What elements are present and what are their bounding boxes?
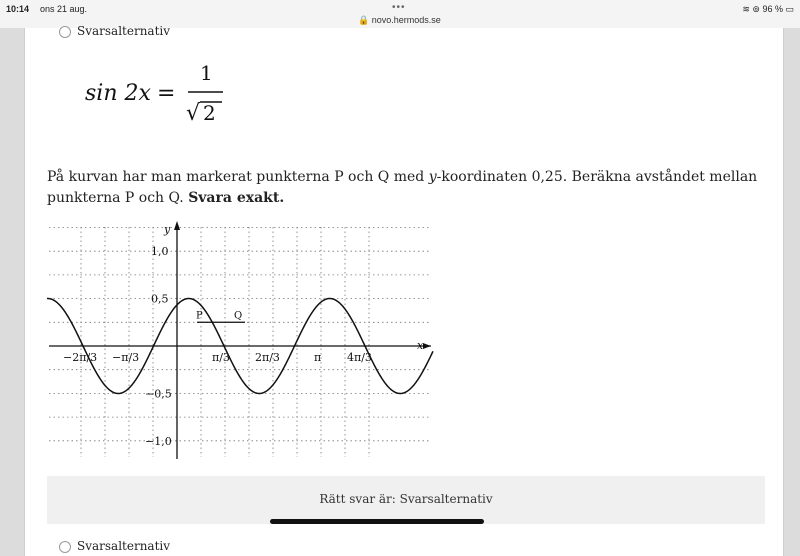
address-url-text: novo.hermods.se (371, 15, 441, 25)
wifi-icon: ≋ (742, 4, 750, 14)
x-tick-label: 4π/3 (347, 351, 372, 364)
battery-percent: 96 % (762, 4, 783, 14)
sine-graph (45, 217, 439, 464)
x-tick-label: π (314, 351, 322, 364)
question-part-1: På kurvan har man markerat punkterna P och Q med (47, 169, 429, 185)
option-label-bottom: Svarsalternativ (77, 539, 171, 553)
x-tick-label: −2π/3 (63, 351, 98, 364)
answer-feedback (47, 476, 765, 524)
x-axis-arrow (423, 343, 431, 349)
question-text (47, 167, 767, 209)
address-url[interactable] (358, 15, 441, 26)
y-tick-label: −1,0 (145, 435, 172, 448)
point-p-label: P (196, 310, 203, 322)
more-dots-icon[interactable]: ••• (392, 2, 406, 13)
y-tick-label: −0,5 (145, 387, 172, 401)
equation-numerator: 1 (200, 61, 213, 85)
equation (83, 58, 283, 138)
home-indicator[interactable] (270, 519, 484, 524)
orientation-lock-icon: ⊚ (752, 4, 760, 14)
question-variable: y (428, 169, 437, 185)
answer-text: Rätt svar är: Svarsalternativ (319, 492, 493, 506)
x-axis-label: x (417, 339, 424, 352)
y-axis-label: y (164, 223, 171, 236)
y-axis-arrow (174, 221, 180, 230)
x-tick-label: −π/3 (112, 351, 140, 364)
question-card (24, 24, 784, 556)
equation-denominator: 2 (203, 101, 216, 125)
status-date: ons 21 aug. (40, 4, 88, 14)
y-tick-label: 1,0 (151, 245, 169, 258)
status-time: 10:14 (6, 4, 30, 14)
lock-icon: 🔒 (358, 15, 370, 25)
x-tick-label: π/3 (212, 351, 230, 364)
question-part-2: -koordinaten 0,25. Beräkna avståndet mellan punkterna P och Q. (47, 169, 758, 206)
root-symbol: √ (186, 101, 201, 126)
option-radio-top[interactable] (59, 26, 71, 38)
option-label-top: Svarsalternativ (77, 24, 171, 38)
option-radio-bottom[interactable] (59, 541, 71, 553)
x-tick-label: 2π/3 (255, 351, 280, 364)
equation-lhs: sin 2x (85, 81, 151, 106)
y-tick-label: 0,5 (151, 292, 169, 306)
question-emphasis: Svara exakt. (188, 190, 285, 206)
battery-icon: ▭ (785, 4, 794, 14)
point-q-label: Q (234, 310, 243, 322)
equation-equals: = (157, 81, 176, 106)
status-right (742, 4, 794, 15)
